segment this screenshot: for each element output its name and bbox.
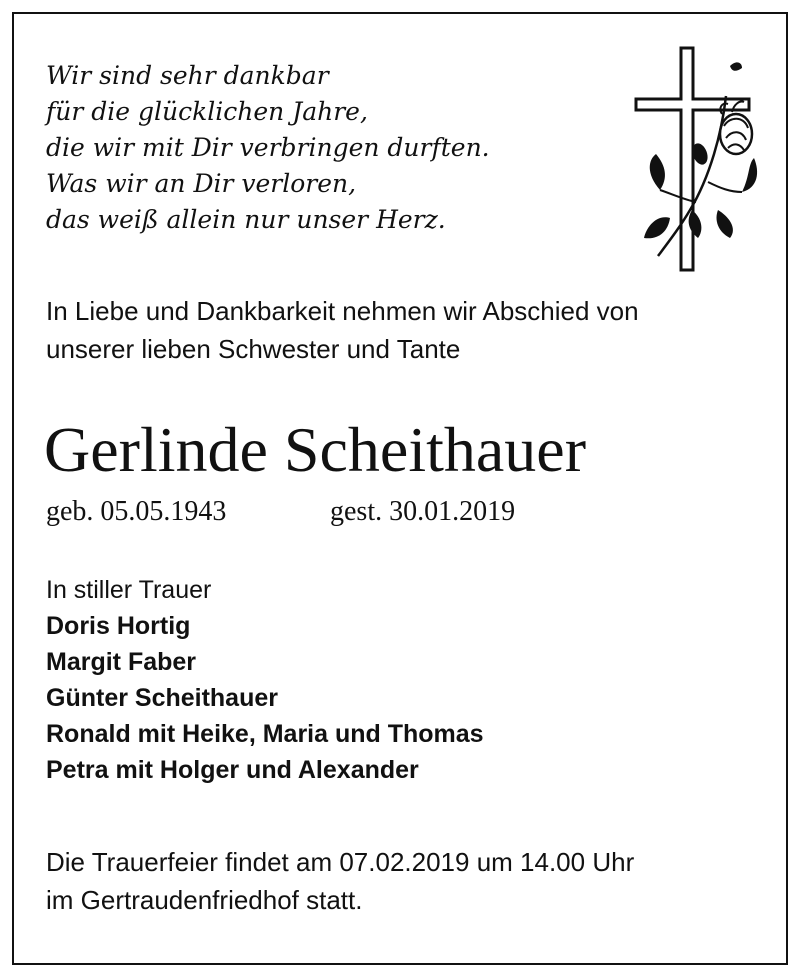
- death-date: gest. 30.01.2019: [330, 496, 516, 527]
- cross-with-rose-icon: [630, 42, 760, 274]
- intro-line: unserer lieben Schwester und Tante: [46, 334, 461, 364]
- mourners-heading: In stiller Trauer: [46, 576, 212, 604]
- poem-line: Wir sind sehr dankbar: [46, 61, 329, 90]
- mourner-name: Margit Faber: [46, 648, 197, 676]
- mourners-list: [46, 572, 484, 788]
- poem-line: Was wir an Dir verloren,: [46, 169, 357, 198]
- deceased-name: Gerlinde Scheithauer: [44, 414, 586, 485]
- mourner-name: Petra mit Holger und Alexander: [46, 756, 419, 784]
- poem-line: für die glücklichen Jahre,: [46, 97, 368, 126]
- mourner-name: Günter Scheithauer: [46, 684, 278, 712]
- service-line: Die Trauerfeier findet am 07.02.2019 um 14.00 Uhr: [46, 847, 635, 877]
- mourner-name: Doris Hortig: [46, 612, 191, 640]
- farewell-intro: [46, 292, 639, 368]
- intro-line: In Liebe und Dankbarkeit nehmen wir Abschied von: [46, 296, 639, 326]
- funeral-service-notice: [46, 843, 634, 919]
- birth-date: geb. 05.05.1943: [46, 496, 227, 527]
- service-line: im Gertraudenfriedhof statt.: [46, 885, 363, 915]
- life-dates: [46, 494, 516, 530]
- poem-line: das weiß allein nur unser Herz.: [46, 205, 446, 234]
- mourner-name: Ronald mit Heike, Maria und Thomas: [46, 720, 484, 748]
- poem-line: die wir mit Dir verbringen durften.: [46, 133, 490, 162]
- memorial-poem: [46, 58, 490, 238]
